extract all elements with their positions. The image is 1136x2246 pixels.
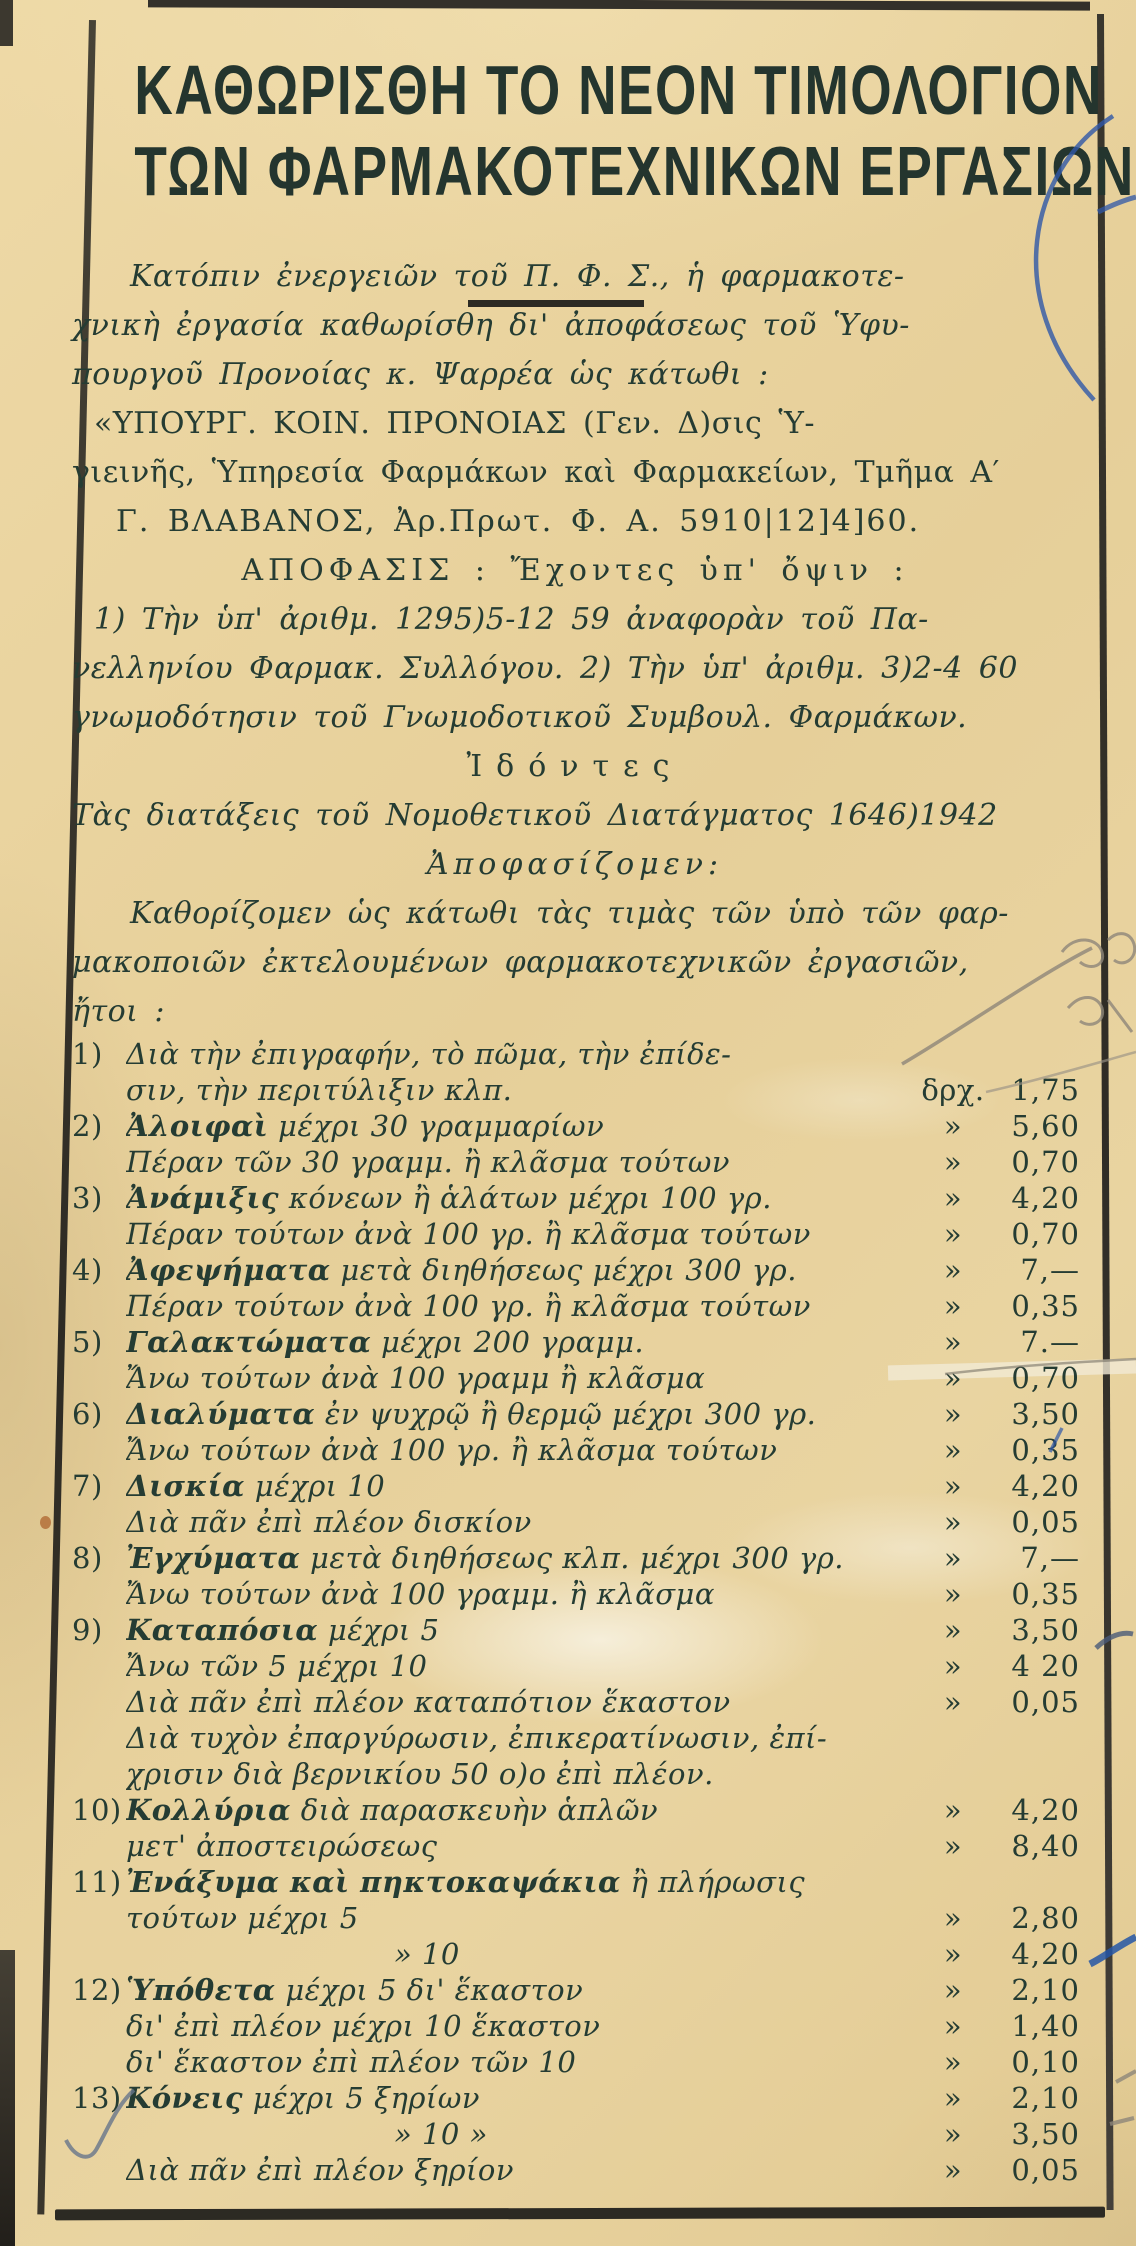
item-price: 2,10	[1011, 2081, 1080, 2115]
item-description: Κόνεις μέχρι 5 ξηρίων	[126, 2081, 481, 2115]
item-description: δι' ἕκαστον ἐπὶ πλέον τῶν 10	[126, 2045, 577, 2079]
item-price: 4 20	[1011, 1649, 1080, 1683]
price-row	[72, 1900, 1080, 1936]
item-price: 0,05	[1011, 1505, 1080, 1539]
item-description: Ἀφεψήματα μετὰ διηθήσεως μέχρι 300 γρ.	[126, 1253, 797, 1287]
currency-unit: »	[943, 1541, 963, 1575]
item-number: 11)	[72, 1865, 122, 1899]
item-number: 13)	[72, 2081, 122, 2115]
price-row	[72, 1396, 1080, 1432]
item-price: 0,35	[1011, 1433, 1080, 1467]
price-row	[72, 2044, 1080, 2080]
currency-unit: »	[943, 1109, 963, 1143]
scan-edge-top-left	[0, 0, 13, 46]
item-lead-word: Ἐγχύματα	[126, 1541, 301, 1575]
pencil-dash	[1110, 2118, 1134, 2124]
ministry-line: «ΥΠΟΥΡΓ. ΚΟΙΝ. ΠΡΟΝΟΙΑΣ (Γεν. Δ)σις Ὑ-	[94, 406, 815, 441]
item-lead-word: Ἐνάξυμα καὶ πηκτοκαψάκια	[126, 1865, 621, 1899]
bottom-rule	[55, 2207, 1105, 2221]
item-description: » 10 »	[394, 2117, 488, 2151]
item-number: 9)	[72, 1613, 103, 1647]
item-description: Ἀνάμιξις κόνεων ἢ ἁλάτων μέχρι 100 γρ.	[126, 1181, 772, 1215]
price-row	[72, 1360, 1080, 1396]
item-number: 3)	[72, 1181, 103, 1215]
item-price: 0,35	[1011, 1289, 1080, 1323]
price-list	[72, 1036, 1080, 2188]
item-price: 0,05	[1011, 2153, 1080, 2187]
item-description: δι' ἐπὶ πλέον μέχρι 10 ἕκαστον	[126, 2009, 601, 2043]
item-price: 3,50	[1011, 1397, 1080, 1431]
item-price: 4,20	[1011, 1937, 1080, 1971]
item-number: 5)	[72, 1325, 103, 1359]
item-description: Καταπόσια μέχρι 5	[126, 1613, 440, 1647]
item-description: Ἄνω τούτων ἀνὰ 100 γραμμ. ἢ κλᾶσμα	[126, 1577, 715, 1611]
currency-unit: »	[943, 1253, 963, 1287]
currency-unit: »	[943, 1793, 963, 1827]
price-row	[72, 1864, 1080, 1900]
price-row	[72, 2008, 1080, 2044]
item-description: Διὰ πᾶν ἐπὶ πλέον ξηρίον	[126, 2153, 514, 2187]
body-line: Κατόπιν ἐνεργειῶν τοῦ Π. Φ. Σ., ἡ φαρμακοτε-	[130, 259, 905, 294]
article-headline	[0, 50, 1135, 212]
item-description: τούτων μέχρι 5	[126, 1901, 359, 1935]
item-description: Δισκία μέχρι 10	[126, 1469, 386, 1503]
currency-unit: »	[943, 2081, 963, 2115]
currency-unit: »	[943, 1289, 963, 1323]
price-row	[72, 1612, 1080, 1648]
price-row	[72, 2080, 1080, 2116]
item-description: Πέραν τῶν 30 γραμμ. ἢ κλᾶσμα τούτων	[126, 1145, 731, 1179]
scan-edge-bottom-left	[0, 1950, 15, 2246]
body-line: μακοποιῶν ἐκτελουμένων φαρμακοτεχνικῶν ἐργασιῶν,	[72, 945, 969, 980]
currency-unit: »	[943, 2009, 963, 2043]
price-row	[72, 1216, 1080, 1252]
item-price: 2,80	[1011, 1901, 1080, 1935]
item-price: 7,—	[1020, 1253, 1080, 1287]
ink-stain	[40, 1516, 51, 1529]
price-row	[72, 1756, 1080, 1792]
item-description: σιν, τὴν περιτύλιξιν κλπ.	[126, 1073, 513, 1107]
item-number: 10)	[72, 1793, 122, 1827]
item-price: 7,—	[1020, 1541, 1080, 1575]
body-line: Τὰς διατάξεις τοῦ Νομοθετικοῦ Διατάγματος 1646)1942	[72, 798, 998, 833]
idontes-heading: Ἰδόντες	[466, 749, 684, 784]
currency-unit: »	[943, 1505, 963, 1539]
currency-unit: »	[943, 2117, 963, 2151]
body-line: πουργοῦ Προνοίας κ. Ψαρρέα ὡς κάτωθι :	[72, 357, 769, 392]
item-description: Πέραν τούτων ἀνὰ 100 γρ. ἢ κλᾶσμα τούτων	[126, 1217, 811, 1251]
currency-unit: »	[943, 1181, 963, 1215]
item-price: 4,20	[1011, 1469, 1080, 1503]
body-line: Καθορίζομεν ὡς κάτωθι τὰς τιμὰς τῶν ὑπὸ τῶν φαρ-	[130, 896, 1009, 931]
blue-pen-swoosh	[1090, 1937, 1136, 1964]
currency-unit: »	[943, 1433, 963, 1467]
currency-unit: »	[943, 1217, 963, 1251]
item-description: » 10	[394, 1937, 460, 1971]
protocol-line: Γ. ΒΛΑΒΑΝΟΣ, Ἀρ.Πρωτ. Φ. Α. 5910|12]4]60.	[116, 504, 921, 539]
currency-unit: »	[943, 1649, 963, 1683]
item-price: 4,20	[1011, 1181, 1080, 1215]
price-row	[72, 1576, 1080, 1612]
currency-unit: »	[943, 1145, 963, 1179]
item-price: 1,75	[1011, 1073, 1080, 1107]
price-row	[72, 1648, 1080, 1684]
item-description: Γαλακτώματα μέχρι 200 γραμμ.	[126, 1325, 645, 1359]
body-line: νελληνίου Φαρμακ. Συλλόγου. 2) Τὴν ὑπ' ἀριθμ. 3)2-4 60	[72, 651, 1018, 686]
price-row	[72, 1180, 1080, 1216]
item-lead-word: Κόνεις	[126, 2081, 243, 2115]
item-description: Διὰ τυχὸν ἐπαργύρωσιν, ἐπικερατίνωσιν, ἐπί-	[126, 1721, 828, 1755]
currency-unit: »	[943, 1901, 963, 1935]
item-price: 3,50	[1011, 2117, 1080, 2151]
item-description: μετ' ἀποστειρώσεως	[126, 1829, 438, 1863]
price-row	[72, 2116, 1080, 2152]
item-description: Διὰ τὴν ἐπιγραφήν, τὸ πῶμα, τὴν ἐπίδε-	[126, 1037, 732, 1071]
headline-line-1: ΚΑΘΩΡΙΣΘΗ ΤΟ ΝΕΟΝ ΤΙΜΟΛΟΓΙΟΝ	[134, 51, 1103, 129]
item-price: 5,60	[1011, 1109, 1080, 1143]
item-description: Πέραν τούτων ἀνὰ 100 γρ. ἢ κλᾶσμα τούτων	[126, 1289, 811, 1323]
item-number: 1)	[72, 1037, 103, 1071]
item-price: 0,05	[1011, 1685, 1080, 1719]
currency-unit: »	[943, 1577, 963, 1611]
item-price: 0,70	[1011, 1217, 1080, 1251]
price-row	[72, 1072, 1080, 1108]
item-number: 6)	[72, 1397, 103, 1431]
price-row	[72, 1684, 1080, 1720]
currency-unit: »	[943, 1361, 963, 1395]
currency-unit: »	[943, 1469, 963, 1503]
item-description: Ἐνάξυμα καὶ πηκτοκαψάκια ἢ πλήρωσις	[126, 1865, 806, 1899]
price-row	[72, 1288, 1080, 1324]
item-description: Ἄνω τούτων ἀνὰ 100 γρ. ἢ κλᾶσμα τούτων	[126, 1433, 778, 1467]
item-description: Ἄνω τούτων ἀνὰ 100 γραμμ ἢ κλᾶσμα	[126, 1361, 706, 1395]
item-description: Διὰ πᾶν ἐπὶ πλέον δισκίον	[126, 1505, 532, 1539]
pen-dash-after-price	[1096, 1633, 1133, 1648]
currency-unit: »	[943, 1613, 963, 1647]
price-row	[72, 1540, 1080, 1576]
item-number: 7)	[72, 1469, 103, 1503]
item-number: 12)	[72, 1973, 122, 2007]
item-price: 0,70	[1011, 1361, 1080, 1395]
top-rule	[148, 0, 1090, 11]
item-description: Κολλύρια διὰ παρασκευὴν ἁπλῶν	[126, 1793, 659, 1827]
headline-line-2: ΤΩΝ ΦΑΡΜΑΚΟΤΕΧΝΙΚΩΝ ΕΡΓΑΣΙΩΝ	[134, 132, 1135, 210]
price-row	[72, 1036, 1080, 1072]
price-row	[72, 1828, 1080, 1864]
item-price: 7.—	[1020, 1325, 1080, 1359]
currency-unit: »	[943, 1829, 963, 1863]
price-row	[72, 1324, 1080, 1360]
body-line: ἤτοι :	[72, 994, 166, 1029]
currency-unit: »	[943, 1937, 963, 1971]
currency-unit: δρχ.	[921, 1073, 985, 1107]
item-lead-word: Ἀλοιφαὶ	[126, 1109, 269, 1143]
ministry-line: γιεινῆς, Ὑπηρεσία Φαρμάκων καὶ Φαρμακείων, Τμῆμα Α′	[72, 455, 1000, 490]
price-row	[72, 1144, 1080, 1180]
item-lead-word: Ἀφεψήματα	[126, 1253, 331, 1287]
item-number: 8)	[72, 1541, 103, 1575]
item-lead-word: Ὑπόθετα	[126, 1973, 276, 2007]
item-description: Διαλύματα ἐν ψυχρῷ ἢ θερμῷ μέχρι 300 γρ.	[126, 1397, 817, 1431]
item-lead-word: Ἀνάμιξις	[126, 1181, 280, 1215]
currency-unit: »	[943, 1973, 963, 2007]
body-line: γνωμοδότησιν τοῦ Γνωμοδοτικοῦ Συμβουλ. Φαρμάκων.	[72, 700, 968, 735]
price-row	[72, 1720, 1080, 1756]
price-row	[72, 1108, 1080, 1144]
body-line: χνικὴ ἐργασία καθωρίσθη δι' ἀποφάσεως τοῦ Ὑφυ-	[72, 308, 910, 343]
price-row	[72, 1504, 1080, 1540]
item-description: χρισιν διὰ βερνικίου 50 ο)ο ἐπὶ πλέον.	[126, 1757, 714, 1791]
price-row	[72, 1972, 1080, 2008]
item-price: 0,70	[1011, 1145, 1080, 1179]
price-row	[72, 1936, 1080, 1972]
item-lead-word: Καταπόσια	[126, 1613, 319, 1647]
item-price: 4,20	[1011, 1793, 1080, 1827]
item-description: Διὰ πᾶν ἐπὶ πλέον καταπότιον ἕκαστον	[126, 1685, 731, 1719]
price-row	[72, 1252, 1080, 1288]
currency-unit: »	[943, 1325, 963, 1359]
item-price: 8,40	[1011, 1829, 1080, 1863]
item-lead-word: Δισκία	[126, 1469, 245, 1503]
currency-unit: »	[943, 2153, 963, 2187]
item-price: 1,40	[1011, 2009, 1080, 2043]
item-description: Ἀλοιφαὶ μέχρι 30 γραμμαρίων	[126, 1109, 605, 1143]
item-description: Ἐγχύματα μετὰ διηθήσεως κλπ. μέχρι 300 γρ.	[126, 1541, 844, 1575]
price-row	[72, 1468, 1080, 1504]
item-number: 2)	[72, 1109, 103, 1143]
decision-heading: ΑΠΟΦΑΣΙΣ : Ἔχοντες ὑπ' ὄψιν :	[241, 553, 909, 588]
item-price: 3,50	[1011, 1613, 1080, 1647]
price-row	[72, 1432, 1080, 1468]
currency-unit: »	[943, 1397, 963, 1431]
item-lead-word: Γαλακτώματα	[126, 1325, 372, 1359]
body-line: 1) Τὴν ὑπ' ἀριθμ. 1295)5-12 59 ἀναφορὰν τοῦ Πα-	[94, 602, 929, 637]
price-row	[72, 1792, 1080, 1828]
item-lead-word: Κολλύρια	[126, 1793, 291, 1827]
currency-unit: »	[943, 2045, 963, 2079]
item-price: 0,35	[1011, 1577, 1080, 1611]
currency-unit: »	[943, 1685, 963, 1719]
item-lead-word: Διαλύματα	[126, 1397, 316, 1431]
apofasizomen-heading: Ἀποφασίζομεν:	[426, 847, 724, 882]
item-description: Ὑπόθετα μέχρι 5 δι' ἕκαστον	[126, 1973, 584, 2007]
item-description: Ἄνω τῶν 5 μέχρι 10	[126, 1649, 428, 1683]
right-column-rule	[1097, 14, 1114, 2210]
item-price: 0,10	[1011, 2045, 1080, 2079]
item-price: 2,10	[1011, 1973, 1080, 2007]
item-number: 4)	[72, 1253, 103, 1287]
price-row	[72, 2152, 1080, 2188]
pencil-dash	[1116, 2071, 1136, 2082]
article-body	[72, 252, 1078, 1036]
